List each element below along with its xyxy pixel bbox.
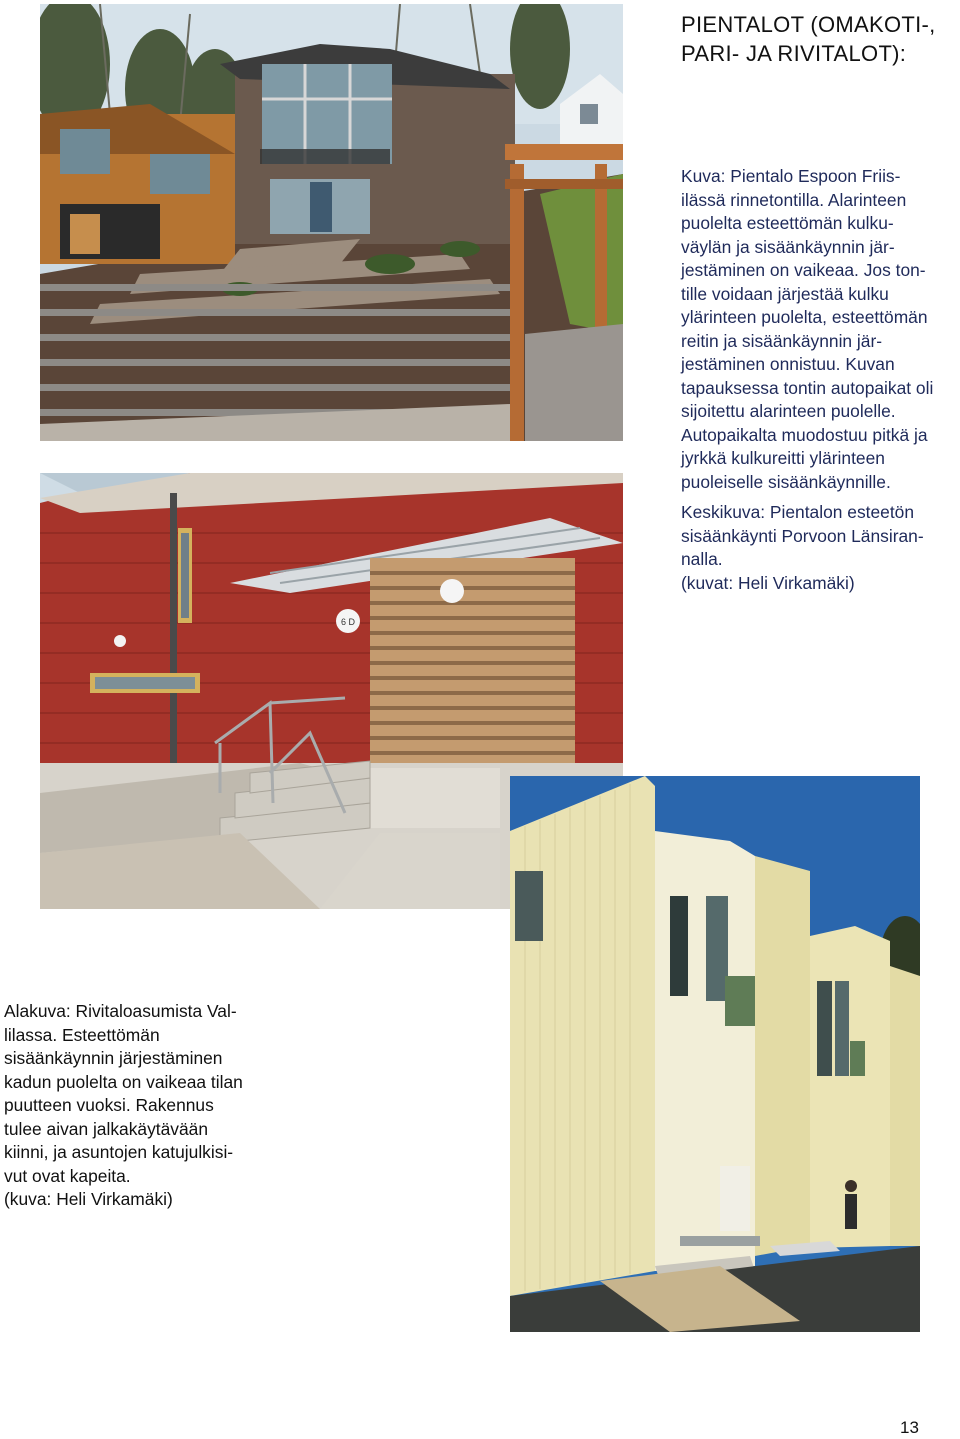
page-number: 13 [900, 1418, 919, 1437]
caption-line: tulee aivan jalkakäytävään [4, 1118, 208, 1139]
caption-line: Alakuva: Rivitaloasumista Val- [4, 1001, 237, 1021]
caption-line: ilässä rinnetontilla. Alarinteen [681, 189, 907, 210]
yellow-rowhouse-photo [510, 776, 920, 1332]
caption-line: (kuvat: Heli Virkamäki) [681, 572, 855, 593]
caption-line: sisäänkäynnin järjestäminen [4, 1048, 223, 1068]
caption-line: lilassa. Esteettömän [4, 1024, 160, 1045]
caption-line: puoleiselle sisäänkäynnille. [681, 471, 891, 492]
caption-line: sijoitettu alarinteen puolelle. [681, 401, 896, 421]
top-photo-caption [681, 165, 960, 494]
caption-line: Autopaikalta muodostuu pitkä ja [681, 424, 928, 445]
title-line-2: PARI- JA RIVITALOT): [681, 41, 907, 66]
title-line-1: PIENTALOT (OMAKOTI-, [681, 12, 936, 37]
caption-line: kadun puolelta on vaikeaa tilan [4, 1071, 243, 1092]
caption-line: nalla. [681, 549, 723, 569]
caption-line: vut ovat kapeita. [4, 1165, 131, 1186]
caption-line: puutteen vuoksi. Rakennus [4, 1095, 214, 1115]
caption-line: puolelta esteettömän kulku- [681, 213, 894, 233]
caption-line: kiinni, ja asuntojen katujulkisi- [4, 1142, 234, 1162]
caption-line: tille voidaan järjestää kulku [681, 283, 889, 304]
caption-line: ylärinteen puolelta, esteettömän [681, 307, 928, 327]
house-number-text: 6 D [340, 617, 356, 627]
caption-line: jestäminen onnistuu. Kuvan [681, 354, 895, 374]
caption-line: reitin ja sisäänkäynnin jär- [681, 330, 883, 351]
caption-line: jestäminen on vaikeaa. Jos ton- [681, 260, 926, 280]
caption-line: Kuva: Pientalo Espoon Friis- [681, 166, 901, 186]
caption-line: väylän ja sisäänkäynnin jär- [681, 236, 895, 257]
bottom-photo-caption [4, 1000, 294, 1212]
caption-line: tapauksessa tontin autopaikat oli [681, 377, 934, 398]
caption-line: jyrkkä kulkureitti ylärinteen [681, 448, 885, 468]
caption-line: Keskikuva: Pientalon esteetön [681, 502, 914, 522]
middle-photo-caption [681, 501, 960, 595]
caption-line: sisäänkäynti Porvoon Länsiran- [681, 525, 924, 546]
hillside-house-photo [40, 4, 623, 441]
page-title [681, 10, 951, 68]
caption-line: (kuva: Heli Virkamäki) [4, 1189, 173, 1209]
